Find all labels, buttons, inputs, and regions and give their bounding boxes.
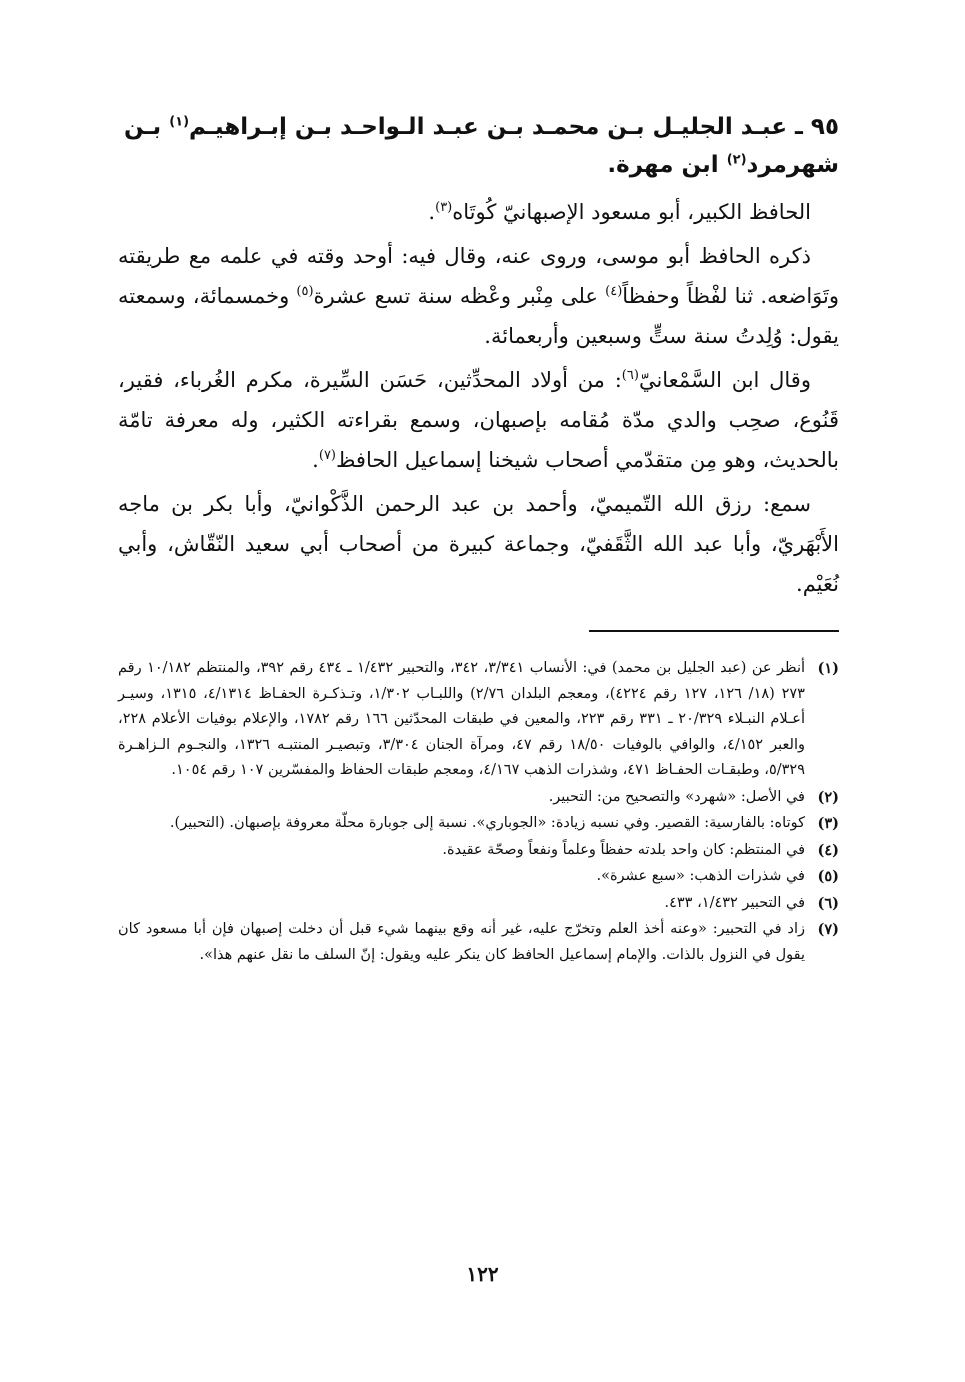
footnote-ref: (٧) bbox=[318, 448, 336, 463]
footnote-ref: (٤) bbox=[605, 284, 623, 299]
footnote-number: (٧) bbox=[817, 921, 839, 938]
paragraph-text: . bbox=[312, 448, 319, 472]
paragraph-text: الحافظ الكبير، أبو مسعود الإصبهانيّ كُوتَاه bbox=[452, 200, 811, 224]
footnote-text: في الأصل: «شهرد» والتصحيح من: التحبير. bbox=[548, 788, 805, 805]
footnote-number: (٢) bbox=[817, 788, 839, 806]
footnote-text: في المنتظم: كان واحد بلدته حفظاً وعلماً ونفعاً وصحّة عقيدة. bbox=[442, 841, 805, 858]
paragraph-text: : من أولاد المحدِّثين، حَسَن السِّيرة، مكرم الغُرباء، فقير، قَنُوع، صحِب والدي مدّة مُقامه بإصبهان، وسمع بقراءته الكثير، وله معرفة تامّة بالحديث، وهو مِن متقدّمي أصحاب شيخنا إسماعيل الحافظ bbox=[118, 368, 839, 472]
footnote-text: زاد في التحبير: «وعنه أخذ العلم وتخرّج عليه، غير أنه وقع بينهما شيء قبل أن دخلت إصبهان فإن أبا مسعود كان يقول في النزول بالذات. والإمام إسماعيل الحافظ كان ينكر عليه ويقول: إنّ السلف ما نقل عنهم هذا». bbox=[118, 921, 805, 963]
footnote-number: (٦) bbox=[817, 894, 839, 912]
paragraph-text: على مِنْبر وعْظه سنة تسع عشرة bbox=[313, 284, 606, 308]
footnote bbox=[118, 656, 839, 784]
footnote-ref: (١) bbox=[169, 114, 190, 130]
footnote bbox=[118, 785, 839, 811]
footnote-ref: (٢) bbox=[726, 152, 747, 168]
heading-line2: شهرمرد bbox=[746, 152, 839, 178]
paragraph-text: . bbox=[428, 200, 436, 224]
footnote bbox=[118, 891, 839, 917]
paragraph bbox=[118, 192, 839, 232]
heading-tail: بـن bbox=[123, 114, 170, 140]
footnote-text: كوتاه: بالفارسية: القصير. وفي نسبه زيادة: «الجوباري». نسبة إلى جوبارة محلّة معروفة بإصبهان. (التحبير). bbox=[169, 815, 805, 831]
footnote bbox=[118, 864, 839, 890]
footnote-ref: (٣) bbox=[435, 200, 453, 215]
paragraph bbox=[118, 360, 839, 480]
footnote-number: (٤) bbox=[817, 841, 839, 859]
footnote-number: (٥) bbox=[817, 868, 839, 885]
footnotes bbox=[118, 656, 839, 968]
paragraph-text: ذكره الحافظ أبو موسى، وروى عنه، وقال فيه: أوحد وقته في علمه مع طريقته وتَوَاضعه. ثنا لفْظاً وحفظاً bbox=[118, 244, 839, 308]
paragraph bbox=[118, 236, 839, 356]
paragraph-text: وخمسمائة، وسمعته يقول: وُلِدتُ سنة ستٍّ وسبعين وأربعمائة. bbox=[118, 284, 839, 348]
footnote-divider bbox=[589, 630, 839, 632]
footnote bbox=[118, 917, 839, 968]
heading-line2b: ابن مهرة. bbox=[607, 152, 727, 178]
footnote-text: في شذرات الذهب: «سبع عشرة». bbox=[596, 868, 805, 884]
paragraph-text: سمع: رزق الله التّميميّ، وأحمد بن عبد الرحمن الذَّكْوانيّ، وأبا بكر بن ماجه الأَبْهَريّ، وأبا عبد الله الثَّقَفيّ، وجماعة كبيرة من أصحاب أبي سعيد النّقّاش، وأبي نُعَيْم. bbox=[118, 492, 839, 596]
footnote-ref: (٥) bbox=[296, 284, 314, 299]
footnote-text: أنظر عن (عبد الجليل بن محمد) في: الأنساب ٣/٣٤١، ٣٤٢، والتحبير ١/٤٣٢ ـ ٤٣٤ رقم ٣٩٢، والمنتظم ١٠/١٨٢ رقم ٢٧٣ (١٨/ ١٢٦، ١٢٧ رقم ٤٢٢٤)، ومعجم البلدان ٢/٧٦) واللبـاب ١/٣٠٢، وتـذكـرة الحفـاظ ٤/١٣١٤، ١٣١٥، وسيـر أعـلام النبـلاء ٢٠/٣٢٩ ـ ٣٣١ رقم ٢٢٣، والمعين في طبقات المحدّثين ١٦٦ رقم ١٧٨٢، والإعلام بوفيات الأعلام ٢٢٨، والعبر ٤/١٥٢، والوافي بالوفيات ١٨/٥٠ رقم ٤٧، ومرآة الجنان ٣/٣٠٤، وتبصيـر المنتبـه ١٣٢٦، والنجـوم الـزاهـرة ٥/٣٢٩، وطبقـات الحفـاظ ٤٧١، وشذرات الذهب ٤/١٦٧، ومعجم طبقات الحفاظ والمفسّرين ١٠٧ رقم ١٠٥٤. bbox=[118, 660, 806, 778]
paragraph bbox=[118, 484, 839, 604]
footnote bbox=[118, 811, 839, 837]
footnote-text: في التحبير ١/٤٣٢، ٤٣٣. bbox=[664, 894, 805, 911]
main-text bbox=[118, 108, 839, 604]
footnote bbox=[118, 838, 839, 864]
page-number: ١٢٢ bbox=[466, 1262, 499, 1286]
footnote-number: (٣) bbox=[817, 815, 839, 832]
entry-heading bbox=[118, 108, 839, 184]
footnote-ref: (٦) bbox=[621, 368, 639, 383]
paragraph-text: وقال ابن السَّمْعانيّ bbox=[638, 368, 811, 392]
heading-line1: ٩٥ ـ عبـد الجليـل بـن محمـد بـن عبـد الـواحـد بـن إبـراهيـم bbox=[189, 114, 839, 140]
footnote-number: (١) bbox=[817, 660, 839, 677]
